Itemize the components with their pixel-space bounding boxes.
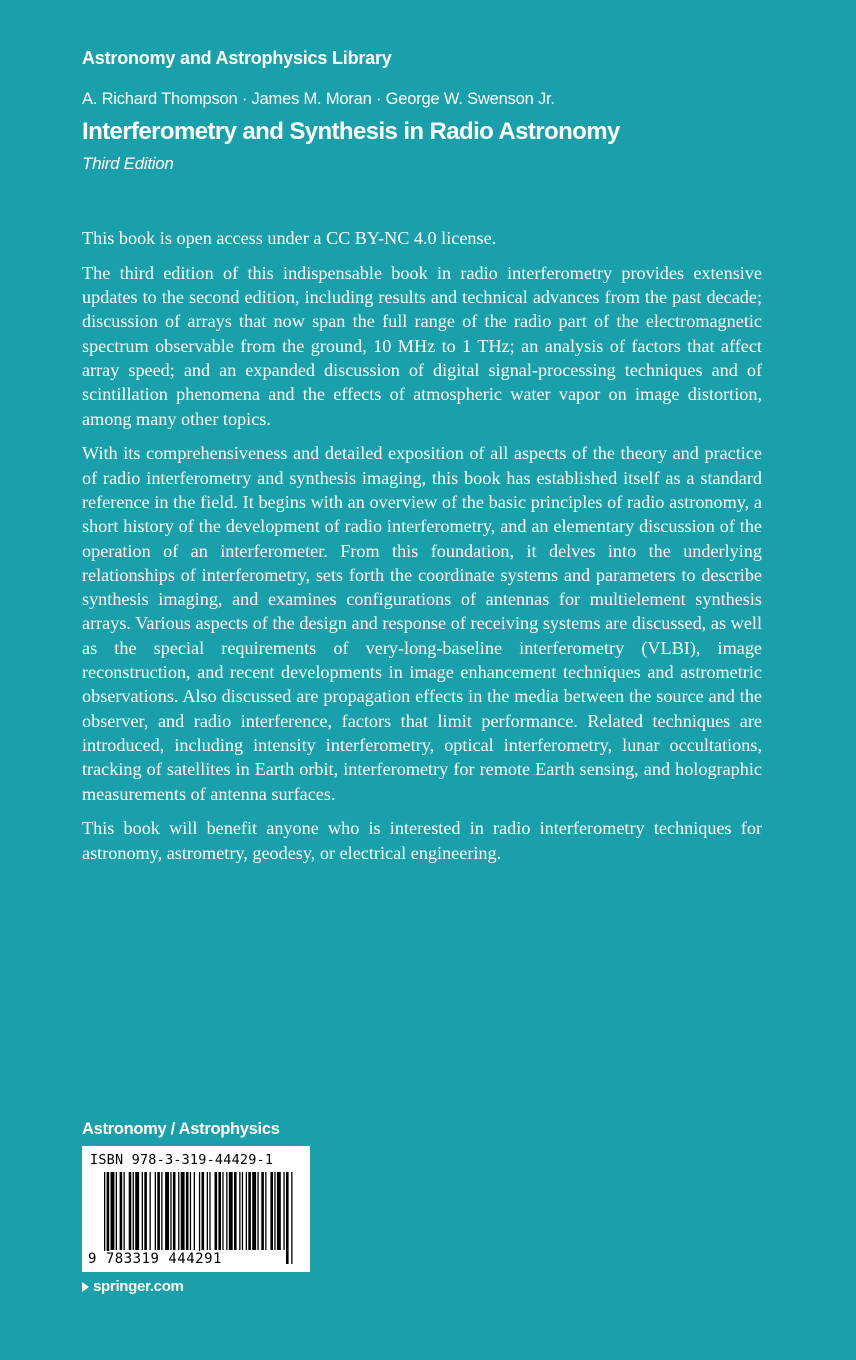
barcode-bar: [226, 1172, 227, 1250]
ean-digits: 9 783319 444291: [88, 1251, 222, 1267]
blurb-paragraph-1: The third edition of this indispensable book in radio interferometry provides extensive updates to the second edition, including results and technical advances from the past decade; discussion of arrays that now span the full range of the radio part of the electromagnetic spectrum observable from the ground, 10 MHz to 1 THz; an analysis of factors that affect array speed; and an expanded discussion of digital signal-processing techniques and of scintillation phenomena and the effects of atmospheric water vapor on image distortion, among many other topics.: [82, 262, 762, 429]
barcode-bar: [222, 1172, 223, 1250]
barcode-bar: [274, 1172, 275, 1250]
barcode-bar: [252, 1172, 256, 1250]
barcode-bar: [155, 1172, 156, 1250]
publisher-url: springer.com: [93, 1278, 184, 1295]
barcode-bar: [229, 1172, 233, 1250]
series-name: Astronomy and Astrophysics Library: [82, 48, 392, 68]
blurb-paragraph-2: With its comprehensiveness and detailed exposition of all aspects of the theory and practice of radio interferometry and synthesis imaging, this book has established itself as a standard reference in the field. It begins with an overview of the basic principles of radio astronomy, a short history of the development of radio interferometry, and an elementary discussion of the operation of an interferometer. From this foundation, it delves into the underlying relationships of interferometry, sets forth the coordinate systems and parameters to describe synthesis imaging, and examines configurations of antennas for multielement synthesis arrays. Various aspects of the design and response of receiving systems are discussed, as well as the special requirements of very-long-baseline interferometry (VLBI), image reconstruction, and recent developments in image enhancement techniques and astrometric observations. Also discussed are propagation effects in the media between the source and the observer, and radio interference, factors that limit performance. Related techniques are introduced, including intensity interferometry, optical interferometry, lunar occultations, tracking of satellites in Earth orbit, interferometry for remote Earth sensing, and holographic measurements of antenna surfaces.: [82, 443, 762, 804]
barcode-bar: [190, 1172, 191, 1250]
barcode-bar: [202, 1172, 205, 1250]
isbn-label: ISBN 978-3-319-44429-1: [90, 1152, 274, 1168]
barcode-bar: [265, 1172, 266, 1250]
blurb: [82, 226, 762, 875]
barcode-bar: [181, 1172, 185, 1250]
barcode-bar: [270, 1172, 273, 1250]
barcode-bar: [129, 1172, 132, 1250]
barcode-bar: [178, 1172, 179, 1250]
barcode-bar: [157, 1172, 160, 1250]
barcode-bar: [165, 1172, 169, 1250]
barcode-bar: [135, 1172, 139, 1250]
barcode-bar: [194, 1172, 195, 1250]
barcode-bar: [116, 1172, 117, 1250]
blurb-paragraph-3: This book will benefit anyone who is interested in radio interferometry techniques for astronomy, astrometry, geodesy, or electrical engineering.: [82, 818, 762, 863]
barcode-bar: [291, 1172, 292, 1264]
edition: Third Edition: [82, 154, 174, 173]
barcode-bar: [246, 1172, 247, 1250]
barcode-bar: [144, 1172, 147, 1250]
barcode-bar: [248, 1172, 251, 1250]
publisher-link[interactable]: [82, 1278, 184, 1295]
barcode-bar: [124, 1172, 125, 1250]
barcode-bar: [207, 1172, 208, 1250]
barcode-bar: [234, 1172, 237, 1250]
barcode-bar: [133, 1172, 134, 1250]
barcode-bar: [257, 1172, 258, 1250]
barcode-bar: [120, 1172, 123, 1250]
barcode-bar: [261, 1172, 264, 1250]
barcode-bar: [215, 1172, 218, 1250]
barcode-bar: [186, 1172, 189, 1250]
barcode-bar: [161, 1172, 162, 1250]
barcode-bar: [111, 1172, 115, 1250]
book-title: Interferometry and Synthesis in Radio Astronomy: [82, 118, 620, 145]
barcode-bar: [242, 1172, 243, 1250]
barcode-bar: [277, 1172, 281, 1250]
authors: A. Richard Thompson · James M. Moran · George W. Swenson Jr.: [82, 90, 555, 108]
barcode-bar: [239, 1172, 240, 1250]
triangle-right-icon: [82, 1282, 89, 1292]
barcode-bar: [209, 1172, 210, 1250]
subject-category: Astronomy / Astrophysics: [82, 1120, 280, 1138]
barcode-bar: [170, 1172, 171, 1250]
barcode-bar: [283, 1172, 284, 1250]
barcode-bar: [218, 1172, 221, 1250]
barcode: [82, 1146, 310, 1272]
barcode-bar: [173, 1172, 176, 1250]
barcode-bar: [142, 1172, 143, 1250]
barcode-bar: [286, 1172, 289, 1264]
barcode-bar: [150, 1172, 151, 1250]
blurb-license: This book is open access under a CC BY-NC 4.0 license.: [82, 228, 497, 248]
